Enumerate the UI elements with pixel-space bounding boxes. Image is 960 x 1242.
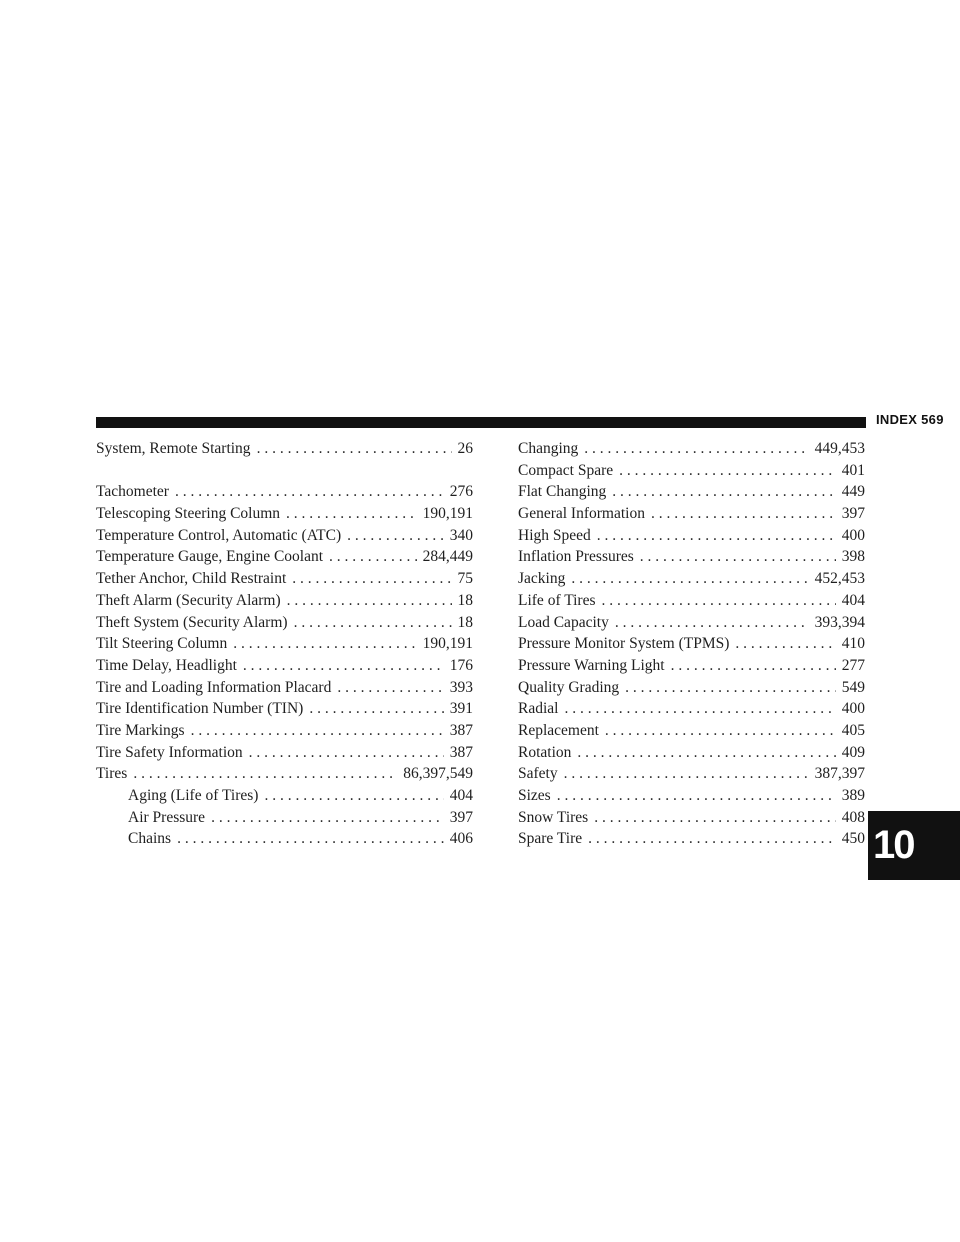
entry-label: Tachometer <box>96 483 169 501</box>
entry-label: Jacking <box>518 570 566 588</box>
index-entry <box>518 655 865 677</box>
index-entry <box>518 590 865 612</box>
entry-pages: 404 <box>841 591 865 609</box>
index-column-left <box>96 438 473 850</box>
dot-leader <box>615 612 809 634</box>
dot-leader <box>175 481 444 503</box>
entry-label: Air Pressure <box>128 808 206 826</box>
dot-leader <box>347 525 444 547</box>
index-entry <box>518 503 865 525</box>
entry-pages: 277 <box>841 656 865 674</box>
dot-leader <box>612 481 835 503</box>
entry-label: Safety <box>518 765 558 783</box>
entry-pages: 393 <box>449 678 473 696</box>
entry-label: Sizes <box>518 787 551 804</box>
entry-label: Pressure Monitor System (TPMS) <box>518 635 730 653</box>
dot-leader <box>286 503 417 525</box>
dot-leader <box>605 720 836 742</box>
index-subentry <box>96 828 473 850</box>
index-entry <box>518 742 865 764</box>
entry-pages: 397 <box>449 808 473 826</box>
page-number: 569 <box>921 412 944 427</box>
dot-leader <box>294 612 452 634</box>
index-entry <box>518 677 865 699</box>
entry-pages: 176 <box>449 656 473 674</box>
entry-pages: 26 <box>457 440 473 457</box>
entry-label: Temperature Control, Automatic (ATC) <box>96 526 342 544</box>
index-entry <box>96 546 473 568</box>
index-entry <box>518 568 865 590</box>
entry-label: Flat Changing <box>518 483 607 501</box>
entry-pages: 190,191 <box>422 635 473 653</box>
entry-label: System, Remote Starting <box>96 440 251 457</box>
entry-pages: 400 <box>841 526 865 544</box>
entry-label: Load Capacity <box>518 613 609 631</box>
entry-pages: 401 <box>841 461 865 479</box>
index-entry <box>96 763 473 785</box>
entry-pages: 387 <box>449 743 473 761</box>
dot-leader <box>287 590 452 612</box>
entry-pages: 449,453 <box>814 440 865 457</box>
entry-pages: 387,397 <box>814 765 865 783</box>
entry-pages: 393,394 <box>814 613 865 631</box>
dot-leader <box>640 546 836 568</box>
dot-leader <box>337 677 443 699</box>
index-entry <box>518 546 865 568</box>
dot-leader <box>735 633 835 655</box>
entry-pages: 276 <box>449 483 473 501</box>
dot-leader <box>671 655 836 677</box>
entry-label: Inflation Pressures <box>518 548 634 566</box>
entry-pages: 389 <box>841 787 865 804</box>
index-entry <box>518 525 865 547</box>
entry-label: Compact Spare <box>518 461 614 479</box>
entry-label: Snow Tires <box>518 808 589 826</box>
index-entry <box>96 438 473 460</box>
entry-pages: 404 <box>449 787 473 804</box>
entry-label: Life of Tires <box>518 591 596 609</box>
index-entry <box>518 785 865 807</box>
header-rule <box>96 417 866 428</box>
dot-leader <box>233 633 416 655</box>
entry-pages: 406 <box>449 830 473 848</box>
entry-label: General Information <box>518 505 645 523</box>
index-entry <box>96 698 473 720</box>
entry-label: Theft System (Security Alarm) <box>96 613 288 631</box>
index-entry <box>518 438 865 460</box>
entry-label: Tire Markings <box>96 721 185 739</box>
index-entry <box>96 720 473 742</box>
section-title: INDEX <box>876 412 918 427</box>
dot-leader <box>602 590 836 612</box>
entry-label: Telescoping Steering Column <box>96 505 281 523</box>
index-entry <box>96 590 473 612</box>
entry-pages: 410 <box>841 635 865 653</box>
entry-pages: 397 <box>841 505 865 523</box>
entry-pages: 450 <box>841 830 865 848</box>
index-entry <box>518 807 865 829</box>
entry-label: Chains <box>128 830 172 848</box>
entry-label: Time Delay, Headlight <box>96 656 237 674</box>
entry-label: Tether Anchor, Child Restraint <box>96 570 287 588</box>
index-entry <box>96 677 473 699</box>
index-entry <box>96 655 473 677</box>
dot-leader <box>243 655 444 677</box>
entry-pages: 340 <box>449 526 473 544</box>
index-entry <box>518 612 865 634</box>
index-entry <box>96 633 473 655</box>
index-subentry <box>96 807 473 829</box>
entry-label: Pressure Warning Light <box>518 656 665 674</box>
entry-label: Radial <box>518 700 559 718</box>
dot-leader <box>564 698 835 720</box>
entry-pages: 549 <box>841 678 865 696</box>
entry-label: Aging (Life of Tires) <box>128 787 259 804</box>
entry-spacer <box>96 460 473 482</box>
entry-label: Tilt Steering Column <box>96 635 228 653</box>
entry-label: Theft Alarm (Security Alarm) <box>96 591 281 609</box>
entry-pages: 449 <box>841 483 865 501</box>
index-entry <box>518 698 865 720</box>
dot-leader <box>571 568 808 590</box>
entry-pages: 284,449 <box>422 548 473 566</box>
entry-label: High Speed <box>518 526 591 544</box>
dot-leader <box>577 742 835 764</box>
dot-leader <box>264 785 443 807</box>
entry-pages: 409 <box>841 743 865 761</box>
entry-label: Tire Safety Information <box>96 743 243 761</box>
entry-label: Rotation <box>518 743 572 761</box>
dot-leader <box>564 763 809 785</box>
dot-leader <box>329 546 417 568</box>
entry-label: Tire Identification Number (TIN) <box>96 700 304 718</box>
dot-leader <box>557 785 836 807</box>
entry-pages: 405 <box>841 721 865 739</box>
running-header <box>876 412 944 427</box>
entry-label: Quality Grading <box>518 678 620 696</box>
dot-leader <box>133 763 397 785</box>
dot-leader <box>588 828 836 850</box>
index-entry <box>518 481 865 503</box>
index-entry <box>518 828 865 850</box>
dot-leader <box>191 720 444 742</box>
entry-pages: 18 <box>457 591 473 609</box>
index-entry <box>518 633 865 655</box>
entry-pages: 400 <box>841 700 865 718</box>
index-entry <box>96 481 473 503</box>
index-entry <box>96 568 473 590</box>
dot-leader <box>625 677 836 699</box>
index-entry <box>518 460 865 482</box>
dot-leader <box>619 460 836 482</box>
dot-leader <box>257 438 452 460</box>
dot-leader <box>177 828 444 850</box>
entry-pages: 75 <box>457 570 473 588</box>
entry-pages: 190,191 <box>422 505 473 523</box>
entry-label: Replacement <box>518 721 599 739</box>
dot-leader <box>594 807 836 829</box>
index-entry <box>518 763 865 785</box>
entry-pages: 391 <box>449 700 473 718</box>
dot-leader <box>249 742 444 764</box>
entry-pages: 18 <box>457 613 473 631</box>
entry-label: Tires <box>96 765 128 783</box>
index-entry <box>96 612 473 634</box>
entry-label: Temperature Gauge, Engine Coolant <box>96 548 324 566</box>
index-entry <box>518 720 865 742</box>
dot-leader <box>211 807 444 829</box>
index-subentry <box>96 785 473 807</box>
dot-leader <box>309 698 443 720</box>
entry-label: Spare Tire <box>518 830 583 848</box>
entry-pages: 86,397,549 <box>403 765 473 783</box>
dot-leader <box>292 568 451 590</box>
entry-pages: 398 <box>841 548 865 566</box>
entry-label: Changing <box>518 440 579 457</box>
dot-leader <box>651 503 836 525</box>
index-entry <box>96 525 473 547</box>
entry-pages: 408 <box>841 808 865 826</box>
chapter-tab-number: 10 <box>873 823 914 867</box>
entry-label: Tire and Loading Information Placard <box>96 678 332 696</box>
entry-pages: 387 <box>449 721 473 739</box>
dot-leader <box>584 438 808 460</box>
index-column-right <box>518 438 865 850</box>
entry-pages: 452,453 <box>814 570 865 588</box>
dot-leader <box>597 525 836 547</box>
index-entry <box>96 503 473 525</box>
index-entry <box>96 742 473 764</box>
